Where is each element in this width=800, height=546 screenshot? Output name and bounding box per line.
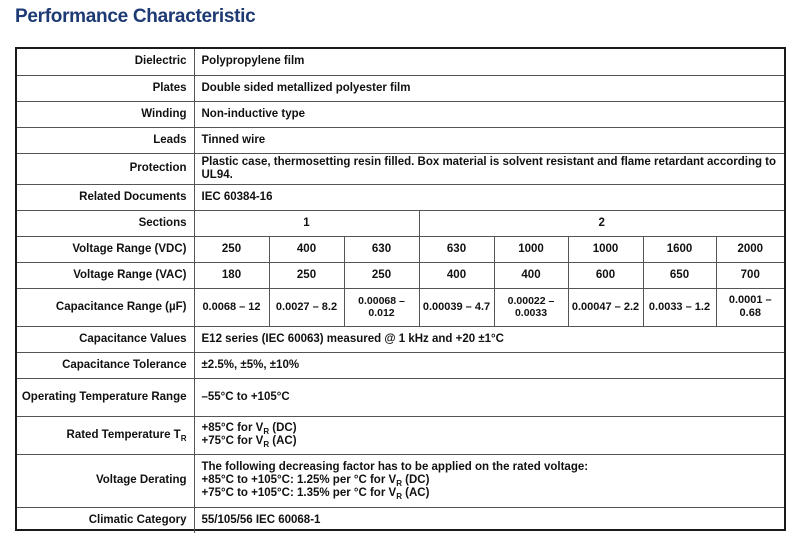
table-row-protection bbox=[17, 153, 784, 184]
derating-dc-text: +85°C to +105°C: 1.25% per °C for V bbox=[201, 474, 397, 486]
row-label: Capacitance Tolerance bbox=[17, 352, 194, 378]
vac-cell: 180 bbox=[194, 262, 269, 288]
table-row-capacitance-range bbox=[17, 288, 784, 326]
rated-temp-dc-sub: R bbox=[263, 427, 270, 436]
rated-temp-label-text: Rated Temperature T bbox=[66, 428, 181, 441]
row-label: Voltage Range (VDC) bbox=[17, 236, 194, 262]
cap-range-cell: 0.00068 – 0.012 bbox=[344, 288, 419, 326]
vac-cell: 700 bbox=[716, 262, 784, 288]
row-label: Plates bbox=[17, 75, 194, 101]
vac-cell: 250 bbox=[269, 262, 344, 288]
section-2-cell: 2 bbox=[419, 210, 784, 236]
row-label: Operating Temperature Range bbox=[17, 378, 194, 416]
vdc-cell: 630 bbox=[419, 236, 494, 262]
row-label: Capacitance Values bbox=[17, 326, 194, 352]
performance-table bbox=[17, 49, 784, 533]
table-row-voltage-vac bbox=[17, 262, 784, 288]
vdc-cell: 400 bbox=[269, 236, 344, 262]
table-row-voltage-vdc bbox=[17, 236, 784, 262]
row-value: Double sided metallized polyester film bbox=[194, 75, 784, 101]
derating-line-ac bbox=[202, 487, 781, 500]
row-value: IEC 60384-16 bbox=[194, 184, 784, 210]
cap-range-cell: 0.00047 – 2.2 bbox=[568, 288, 643, 326]
page-title: Performance Characteristic bbox=[15, 6, 256, 27]
cap-range-cell: 0.00022 – 0.0033 bbox=[494, 288, 568, 326]
row-value: 55/105/56 IEC 60068-1 bbox=[194, 507, 784, 533]
row-label: Related Documents bbox=[17, 184, 194, 210]
cap-range-cell: 0.00039 – 4.7 bbox=[419, 288, 494, 326]
row-value: –55°C to +105°C bbox=[194, 378, 784, 416]
vdc-cell: 1000 bbox=[494, 236, 568, 262]
vdc-cell: 2000 bbox=[716, 236, 784, 262]
cap-range-cell: 0.0033 – 1.2 bbox=[643, 288, 716, 326]
row-value: Non-inductive type bbox=[194, 101, 784, 127]
rated-temp-ac-sub: R bbox=[263, 440, 270, 449]
cap-range-cell: 0.0068 – 12 bbox=[194, 288, 269, 326]
derating-line-dc bbox=[202, 474, 781, 487]
vdc-cell: 630 bbox=[344, 236, 419, 262]
derating-ac-suffix: (AC) bbox=[401, 487, 430, 499]
row-label: Capacitance Range (µF) bbox=[17, 288, 194, 326]
rated-temp-label-sub: R bbox=[180, 433, 187, 443]
cap-range-cell: 0.0027 – 8.2 bbox=[269, 288, 344, 326]
vac-cell: 400 bbox=[494, 262, 568, 288]
row-label bbox=[17, 416, 194, 454]
row-label: Voltage Derating bbox=[17, 454, 194, 507]
table-row-capacitance-tolerance bbox=[17, 352, 784, 378]
vdc-cell: 1000 bbox=[568, 236, 643, 262]
rated-temp-dc-suffix: (DC) bbox=[269, 422, 297, 434]
row-label: Protection bbox=[17, 153, 194, 184]
table-row-leads bbox=[17, 127, 784, 153]
row-value: E12 series (IEC 60063) measured @ 1 kHz and +20 ±1°C bbox=[194, 326, 784, 352]
table-row-operating-temperature bbox=[17, 378, 784, 416]
table-row-rated-temperature bbox=[17, 416, 784, 454]
row-label: Winding bbox=[17, 101, 194, 127]
vdc-cell: 250 bbox=[194, 236, 269, 262]
row-value: Polypropylene film bbox=[194, 49, 784, 75]
vac-cell: 400 bbox=[419, 262, 494, 288]
derating-dc-sub: R bbox=[396, 479, 402, 488]
table-row-climatic-category bbox=[17, 507, 784, 533]
row-value: Tinned wire bbox=[194, 127, 784, 153]
derating-intro: The following decreasing factor has to be applied on the rated voltage: bbox=[201, 461, 589, 473]
table-row-sections bbox=[17, 210, 784, 236]
row-value: Plastic case, thermosetting resin filled. Box material is solvent resistant and flame retardant according to UL94. bbox=[194, 153, 784, 184]
row-label: Voltage Range (VAC) bbox=[17, 262, 194, 288]
derating-ac-sub: R bbox=[396, 492, 402, 501]
performance-table-frame bbox=[15, 47, 786, 531]
derating-dc-suffix: (DC) bbox=[401, 474, 430, 486]
row-value: ±2.5%, ±5%, ±10% bbox=[194, 352, 784, 378]
section-1-cell: 1 bbox=[194, 210, 419, 236]
row-label: Climatic Category bbox=[17, 507, 194, 533]
derating-ac-text: +75°C to +105°C: 1.35% per °C for V bbox=[201, 487, 397, 499]
rated-temp-ac-suffix: (AC) bbox=[269, 435, 297, 447]
row-value bbox=[194, 416, 784, 454]
vac-cell: 650 bbox=[643, 262, 716, 288]
row-value bbox=[194, 454, 784, 507]
rated-temp-dc-text: +85°C for V bbox=[201, 422, 264, 434]
table-row-dielectric bbox=[17, 49, 784, 75]
row-label: Leads bbox=[17, 127, 194, 153]
vdc-cell: 1600 bbox=[643, 236, 716, 262]
table-row-winding bbox=[17, 101, 784, 127]
table-row-related-documents bbox=[17, 184, 784, 210]
table-row-plates bbox=[17, 75, 784, 101]
vac-cell: 600 bbox=[568, 262, 643, 288]
row-label: Dielectric bbox=[17, 49, 194, 75]
vac-cell: 250 bbox=[344, 262, 419, 288]
row-label: Sections bbox=[17, 210, 194, 236]
rated-temp-line-ac bbox=[202, 435, 781, 448]
rated-temp-ac-text: +75°C for V bbox=[201, 435, 264, 447]
table-row-capacitance-values bbox=[17, 326, 784, 352]
rated-temp-line-dc bbox=[202, 422, 781, 435]
cap-range-cell: 0.0001 – 0.68 bbox=[716, 288, 784, 326]
table-row-voltage-derating bbox=[17, 454, 784, 507]
